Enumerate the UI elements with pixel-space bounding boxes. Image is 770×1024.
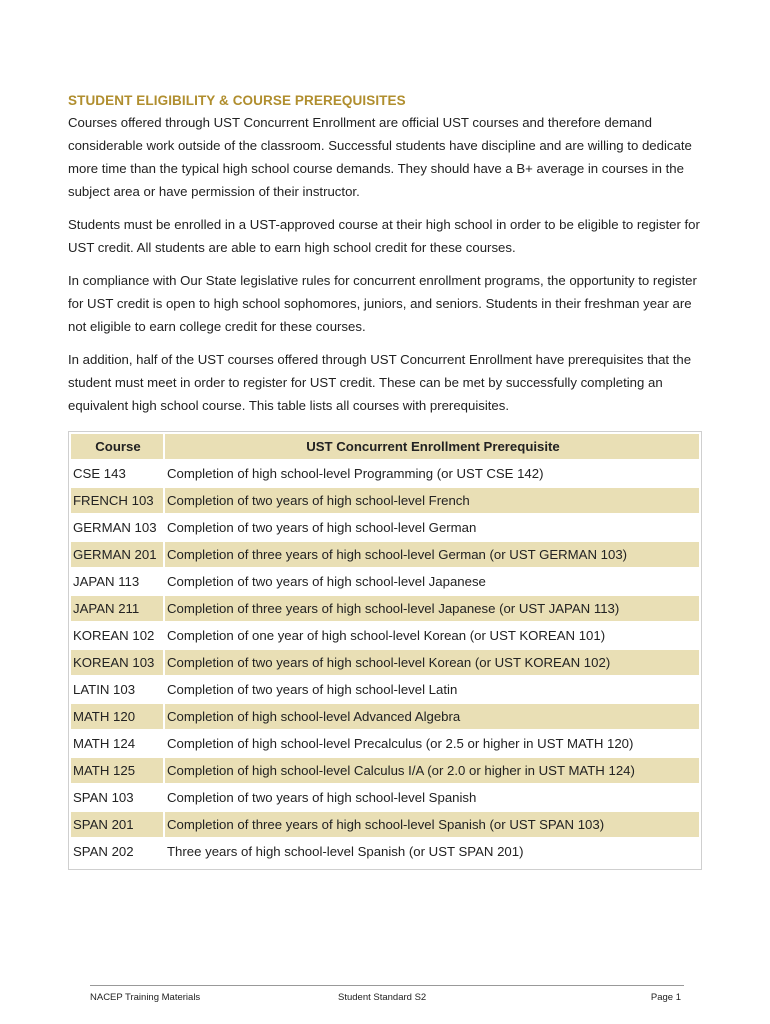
section-heading: STUDENT ELIGIBILITY & COURSE PREREQUISITES [68,93,406,108]
course-cell: SPAN 103 [73,790,134,805]
table-row [71,461,699,486]
prerequisite-cell: Completion of two years of high school-level Latin [167,682,458,697]
page-footer [90,985,684,1003]
course-cell: MATH 124 [73,736,136,751]
paragraph-enrollment-requirement: Students must be enrolled in a UST-approved course at their high school in order to be eligible to register for UST credit. All students are able to earn high school credit for these courses. [68,217,700,255]
prerequisite-cell: Completion of two years of high school-level Japanese [167,574,486,589]
table-row [71,677,699,702]
prerequisite-cell: Completion of two years of high school-level German [167,520,477,535]
table-row [71,812,699,837]
course-cell: MATH 125 [71,758,163,783]
table-row [71,596,699,621]
column-header-prerequisite: UST Concurrent Enrollment Prerequisite [165,434,699,459]
paragraph-grade-eligibility: In compliance with Our State legislative rules for concurrent enrollment programs, the opportunity to register for UST credit is open to high school sophomores, juniors, and seniors. Students in their freshman year are not eligible to earn college credit for these courses. [68,273,697,334]
course-cell: SPAN 202 [73,844,134,859]
course-cell: CSE 143 [73,466,126,481]
table-row [71,488,699,513]
prerequisite-cell: Completion of three years of high school-level Spanish (or UST SPAN 103) [165,812,699,837]
course-cell: SPAN 201 [71,812,163,837]
table-row [71,650,699,675]
table-row [71,569,699,594]
column-header-course: Course [71,434,163,459]
paragraph-course-demands: Courses offered through UST Concurrent Enrollment are official UST courses and therefore demand considerable work outside of the classroom. Successful students have discipline and are willing to dedicate more time than the typical high school course demands. They should have a B+ average in courses in the subject area or have permission of their instructor. [68,115,692,199]
prerequisite-cell: Completion of two years of high school-level French [165,488,699,513]
prerequisite-cell: Completion of three years of high school-level German (or UST GERMAN 103) [165,542,699,567]
course-cell: KOREAN 103 [71,650,163,675]
prerequisite-cell: Completion of high school-level Precalculus (or 2.5 or higher in UST MATH 120) [167,736,634,751]
table-row [71,704,699,729]
table-row [71,758,699,783]
table-row [71,623,699,648]
table-header-row [71,434,699,459]
table-row [71,731,699,756]
course-cell: GERMAN 103 [73,520,157,535]
prerequisite-cell: Completion of one year of high school-level Korean (or UST KOREAN 101) [167,628,606,643]
footer-left-text: NACEP Training Materials [90,992,201,1003]
course-cell: FRENCH 103 [71,488,163,513]
course-cell: GERMAN 201 [71,542,163,567]
course-cell: KOREAN 102 [73,628,155,643]
prerequisites-table [68,431,702,870]
prerequisite-cell: Three years of high school-level Spanish (or UST SPAN 201) [167,844,524,859]
table-row [71,785,699,810]
prerequisite-cell: Completion of high school-level Programming (or UST CSE 142) [167,466,544,481]
prerequisite-cell: Completion of high school-level Advanced Algebra [165,704,699,729]
footer-center-text: Student Standard S2 [338,992,427,1003]
prerequisite-cell: Completion of high school-level Calculus I/A (or 2.0 or higher in UST MATH 124) [165,758,699,783]
prerequisite-cell: Completion of two years of high school-level Spanish [167,790,477,805]
prerequisite-cell: Completion of two years of high school-level Korean (or UST KOREAN 102) [165,650,699,675]
table-row [71,515,699,540]
prerequisite-cell: Completion of three years of high school-level Japanese (or UST JAPAN 113) [165,596,699,621]
course-cell: JAPAN 113 [73,574,140,589]
table-row [71,542,699,567]
course-cell: LATIN 103 [73,682,136,697]
course-cell: JAPAN 211 [71,596,163,621]
paragraph-prerequisites-intro: In addition, half of the UST courses offered through UST Concurrent Enrollment have prerequisites that the student must meet in order to register for UST credit. These can be met by successfully completing an equivalent high school course. This table lists all courses with prerequisites. [68,352,692,413]
footer-page-number: Page 1 [650,992,681,1003]
table-row [71,839,699,864]
course-cell: MATH 120 [71,704,163,729]
